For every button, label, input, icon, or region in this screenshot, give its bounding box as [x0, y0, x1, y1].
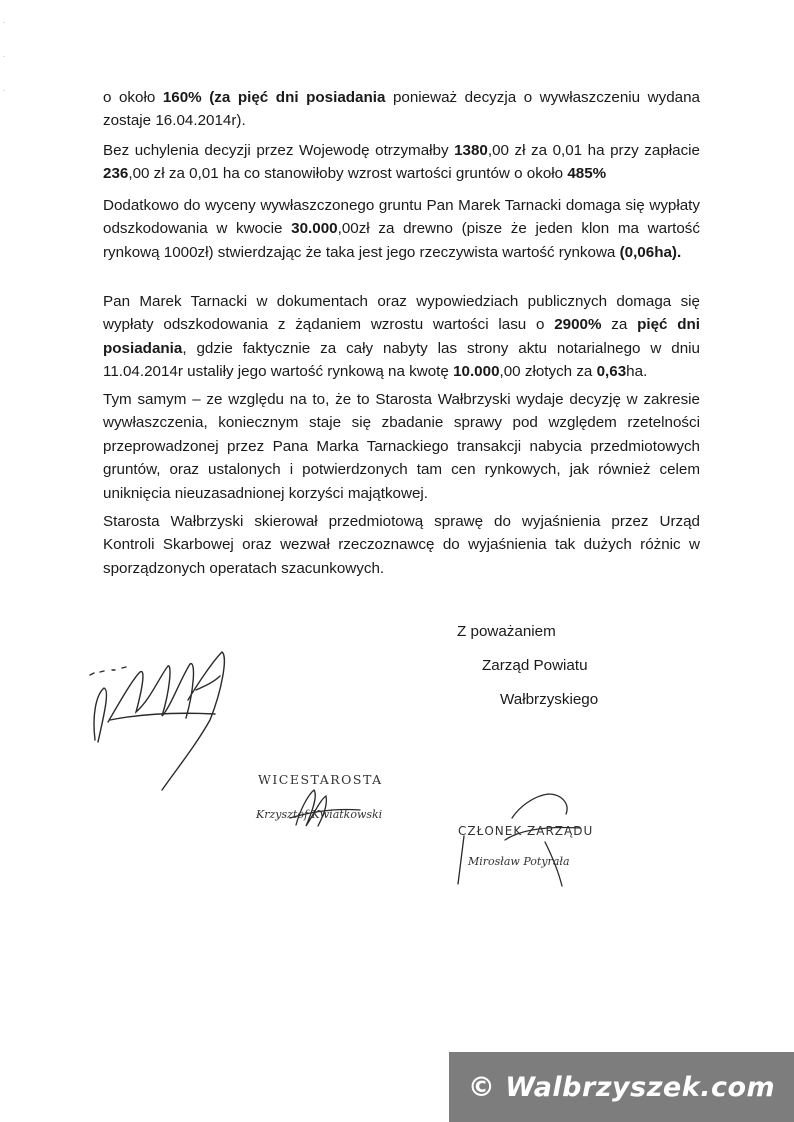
bold-text-run: 10.000 [453, 363, 500, 381]
text-run: Bez uchylenia decyzji przez Wojewodę otrzymałby [103, 142, 455, 159]
edge-mark: . [3, 86, 5, 93]
bold-text-run: 160% [162, 89, 202, 106]
text-run: Dodatkowo do wyceny wywłaszczonego gruntu Pan Marek Tarnacki domaga się wypłaty odszkodowania w kwocie [103, 197, 700, 238]
watermark-banner: © Walbrzyszek.com [449, 1052, 794, 1122]
text-run: ha. [626, 363, 648, 381]
text-run: , gdzie faktycznie za cały nabyty las strony aktu notarialnego w dniu 11.04.2014r ustaliły jego wartość rynkową na kwotę [103, 339, 700, 381]
closing-county: Wałbrzyskiego [500, 691, 599, 708]
text-run: ponieważ decyzja o wywłaszczeniu wydana zostaje 16.04.2014r). [103, 89, 700, 130]
text-run: Tym samym – ze względu na to, że to Starosta Wałbrzyski wydaje decyzję w zakresie wywłaszczenia, koniecznym staje się zbadanie sprawy pod względem rzetelności przeprowadzonej przez Pana Marka Tarnackiego transakcji nabycia przedmiotowych gruntów, oraz ustalonych i potwierdzonych tam cen rynkowych, jak również celem uniknięcia nieuzasadnionej korzyści majątkowej. [103, 391, 700, 502]
text-run: ,00 zł za 0,01 ha przy zapłacie [487, 142, 700, 159]
edge-mark: . [3, 18, 5, 25]
bold-text-run: 236 [103, 165, 129, 183]
left-signature [90, 652, 224, 790]
vice-starost-stamp-name: Krzysztof Kwiatkowski [256, 808, 383, 821]
bold-text-run: 30.000 [291, 220, 338, 238]
text-run: za [601, 316, 638, 334]
bold-text-run: pięć dni posiadania [103, 316, 701, 357]
text-run: Pan Marek Tarnacki w dokumentach oraz wypowiedziach publicznych domaga się wypłaty odszkodowania z żądaniem wzrostu wartości lasu o [103, 293, 700, 334]
board-member-stamp-name: Mirosław Potyrała [468, 855, 570, 868]
board-member-stamp-title: CZŁONEK ZARZĄDU [458, 824, 594, 838]
text-run: ,00 złotych za [499, 363, 597, 381]
bold-text-run: 1380 [454, 142, 488, 159]
board-member-signature [458, 794, 580, 886]
bold-text-run: (za pięć dni posiadania [209, 89, 386, 106]
text-run: ,00 zł za 0,01 ha co stanowiłoby wzrost wartości gruntów o około [128, 165, 568, 183]
bold-text-run: 0,63 [596, 363, 627, 381]
vice-starost-signature [290, 790, 360, 826]
text-run: Starosta Wałbrzyski skierował przedmiotową sprawę do wyjaśnienia przez Urząd Kontroli Skarbowej oraz wezwał rzeczoznawcę do wyjaśnienia tak dużych różnic w sporządzonych operatach szacunkowych. [103, 513, 700, 577]
closing-board: Zarząd Powiatu [482, 657, 588, 674]
bold-text-run: 485% [567, 165, 607, 183]
bold-text-run: 2900% [554, 316, 602, 334]
edge-mark: . [3, 52, 5, 59]
text-run: ,00zł za drewno (pisze że jeden klon ma wartość rynkową 1000zł) stwierdzając że taka jest jego rzeczywista wartość rynkowa [103, 220, 700, 261]
vice-starost-stamp-title: WICESTAROSTA [258, 772, 383, 787]
bold-text-run: (0,06ha). [619, 243, 682, 261]
closing-regards: Z poważaniem [457, 623, 556, 640]
text-run: o około [103, 89, 163, 106]
